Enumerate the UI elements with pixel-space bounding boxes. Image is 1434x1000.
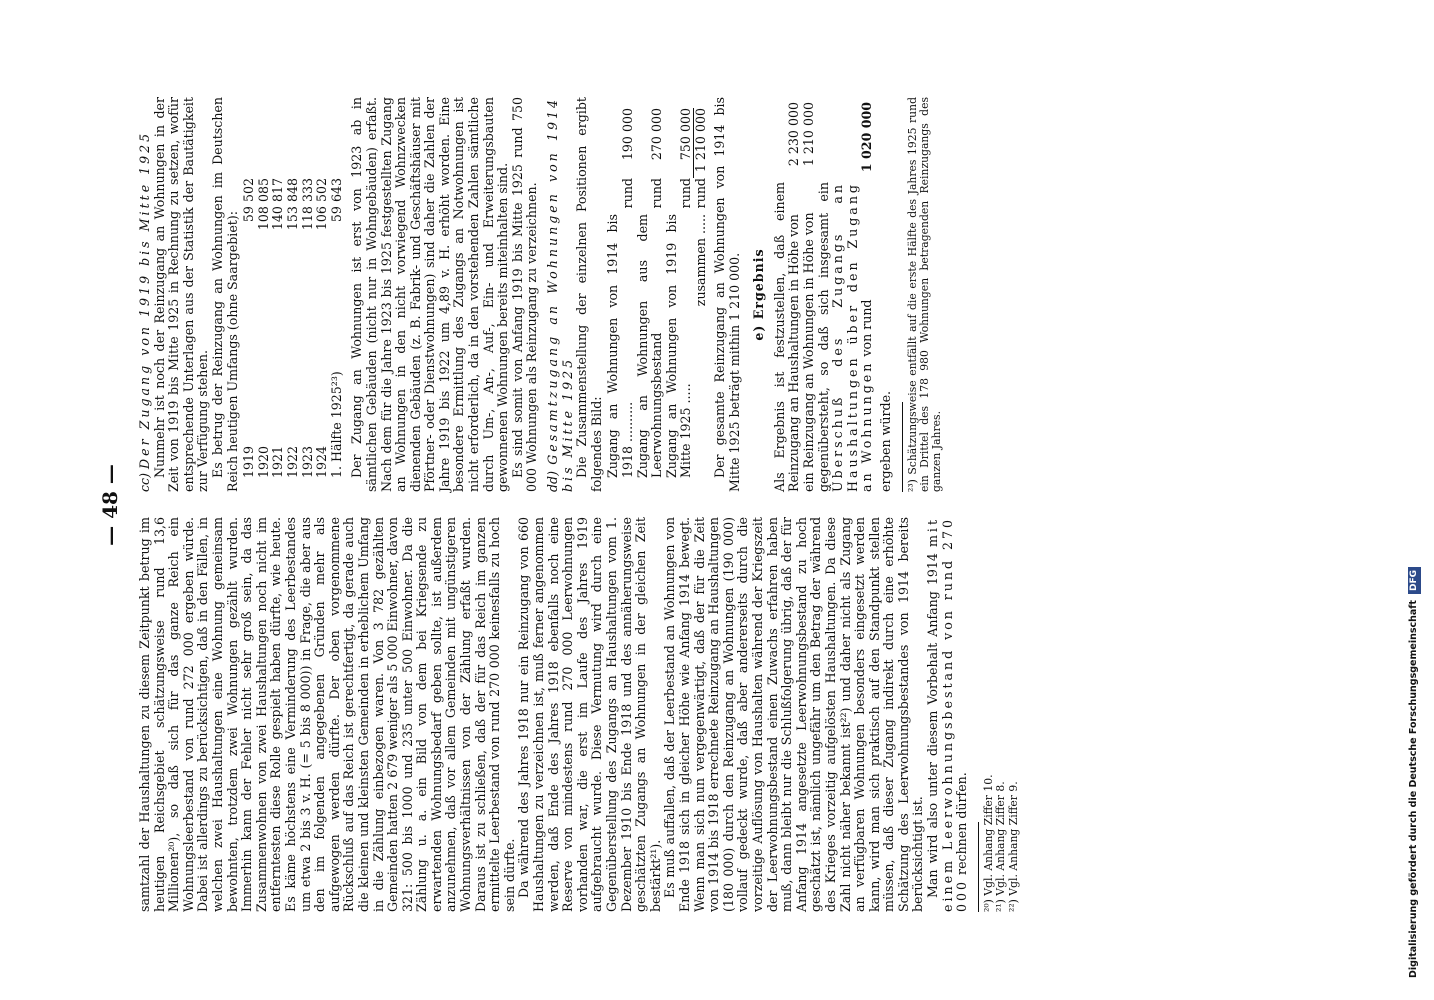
paragraph: Es muß auffallen, daß der Leerbestand an Wohnungen von Ende 1918 sich in gleicher Höhe wie Anfang 1914 bewegt. Wenn man sich nun vergegenwärtigt, daß der für die Zeit von 1914 bis 1918 errechnete Reinzugang an Haushaltungen (180 000) durch den Reinzugang an Wohnungen (190 000) vollauf gedeckt wurde, daß aber andererseits durch die vorzeitige Auflösung von Haushalten während der Kriegszeit der Leerwohnungsbestand einen Zuwachs erfahren haben muß, dann bleibt nur die Schlußfolgerung übrig, daß der für Anfang 1914 angesetzte Leerwohnungsbestand zu hoch geschätzt ist, nämlich ungefähr um den Betrag der während des Krieges vorzeitig aufgelösten Haushaltungen. Da diese Zahl nicht näher bekannt ist²²) und daher nicht als Zugang an verfügbaren Wohnungen besonders eingesetzt werden kann, wird man sich praktisch auf den Standpunkt stellen müssen, daß dieser Zugang indirekt durch eine erhöhte Schätzung des Leerwohnungsbestandes von 1914 bereits berücksichtigt ist. — [662, 517, 926, 912]
result-table — [773, 102, 875, 492]
table-row — [242, 178, 257, 478]
row-value: 1 210 000 — [801, 102, 817, 167]
year-label: 1924 — [314, 445, 330, 478]
paragraph: ergeben würde. — [878, 390, 893, 492]
page-number: — 48 — — [98, 464, 122, 546]
rund-label: rund — [649, 178, 665, 209]
section-title: Gesamtzugang an Wohnungen von 1914 bis Mitte 1925 — [545, 97, 575, 492]
table-row — [817, 102, 875, 492]
year-label: 1922 — [284, 445, 300, 478]
year-label: 1920 — [255, 445, 271, 478]
row-label: Zugang an Wohnungen aus dem Leerwohnungsbestand — [634, 214, 665, 478]
paragraph: Der gesamte Reinzugang an Wohnungen von 1914 bis Mitte 1925 beträgt mithin 1 210 000. — [712, 97, 742, 492]
row-label: Als Ergebnis ist festzustellen, daß einem Reinzugang an Haushaltungen in Höhe von — [771, 182, 802, 492]
section-title: Der Zugang von 1919 bis Mitte 1925 — [137, 130, 152, 469]
side-credit — [1404, 18, 1424, 978]
section-heading-dd — [546, 97, 575, 492]
scanned-page — [90, 90, 1300, 920]
row-label: Zugang an Wohnungen von 1919 bis Mitte 1925 ..... — [663, 214, 694, 478]
rund-label: rund — [620, 178, 635, 209]
yearly-table — [242, 178, 344, 478]
rotated-page-content — [90, 90, 1300, 920]
footnote: ²¹) Vgl. Anhang Ziffer 8. — [994, 781, 1008, 912]
year-value: 59 643 — [328, 178, 344, 223]
footnote: ²⁰) Vgl. Anhang Ziffer 10. — [981, 774, 995, 912]
dfg-logo: DFG — [1408, 567, 1421, 594]
table-row — [271, 178, 286, 478]
paragraph: Die Zusammenstellung der einzelnen Positionen ergibt folgendes Bild: — [574, 97, 604, 492]
section-heading-cc — [138, 97, 153, 492]
table-row — [257, 178, 272, 478]
paragraph — [926, 517, 970, 912]
row-value: 1 020 000 — [859, 102, 875, 173]
spaced-emphasis: Überschuß des Zugangs an Haushaltungen über den Zugang an Wohnungen — [830, 182, 875, 492]
footnote-divider — [902, 402, 903, 492]
year-value: 59 502 — [241, 178, 257, 223]
paragraph: Nunmehr ist noch der Reinzugang an Wohnungen in der Zeit von 1919 bis Mitte 1925 in Rechnung zu setzen, wofür entsprechende Unterlagen aus der Statistik der Bautätigkeit zur Verfügung stehen. — [151, 97, 211, 492]
section-label: dd) — [545, 470, 561, 492]
table-row — [606, 108, 635, 478]
year-label: 1921 — [270, 445, 286, 478]
year-label: 1919 — [241, 445, 257, 478]
table-row — [286, 178, 301, 478]
year-value: 108 085 — [255, 178, 271, 231]
row-value: 2 230 000 — [786, 102, 802, 167]
table-row — [694, 108, 709, 478]
section-label: cc) — [137, 472, 152, 492]
left-column — [138, 517, 1020, 912]
year-label: 1923 — [299, 445, 315, 478]
text-run: gegenübersteht, so daß sich insgesamt ein — [815, 182, 831, 492]
footnote: ²²) Vgl. Anhang Ziffer 9. — [1006, 781, 1020, 912]
text-run: rechnen dürfen. — [954, 772, 970, 879]
row-label — [817, 182, 875, 492]
year-value: 153 848 — [284, 178, 300, 231]
right-column — [138, 97, 944, 492]
credit-text: Digitalisierung gefördert durch die Deutsche Forschungsgemeinschaft — [1408, 600, 1419, 978]
row-label: zusammen ..... — [693, 214, 709, 307]
paragraph: samtzahl der Haushaltungen zu diesem Zeitpunkt betrug im heutigen Reichsgebiet schätzungsweise rund 13,6 Millionen²⁰), so daß sich für das ganze Reich ein Wohnungsleerbestand von rund 272 000 ergeben würde. Dabei ist allerdings zu berücksichtigen, daß in den Fällen, in welchen zwei Haushaltungen eine Wohnung gemeinsam bewohnten, trotzdem zwei Wohnungen gezählt wurden. Immerhin kann der Fehler nicht sehr groß sein, da das Zusammenwohnen von zwei Haushaltungen noch nicht im entferntesten diese Rolle gespielt haben dürfte, wie heute. Es käme höchstens eine Verminderung des Leerbestandes um etwa 2 bis 3 v. H. (= 5 bis 8 000)) in Frage, die aber aus den im folgenden angegebenen Gründen mehr als aufgewogen werden dürfte. Der oben vorgenommene Rückschluß auf das Reich ist gerechtfertigt, da gerade auch die kleinen und kleinsten Gemeinden in erheblichem Umfang in die Zählung einbezogen waren. Von 3 782 gezählten Gemeinden hatten 2 679 weniger als 5 000 Einwohner, davon 321: 500 bis 1000 und 235 unter 500 Einwohner. Da die Zählung u. a. ein Bild von dem bei Kriegsende zu erwartenden Wohnungsbedarf geben sollte, ist außerdem anzunehmen, daß vor allem Gemeinden mit ungünstigeren Wohnungsverhältnissen von der Zählung erfaßt wurden. Daraus ist zu schließen, daß der für das Reich im ganzen ermittelte Leerbestand von rund 270 000 keinesfalls zu hoch sein dürfte. — [137, 517, 517, 912]
table-row — [315, 178, 330, 478]
rund-label: rund — [693, 178, 709, 209]
row-value: 750 000 — [665, 108, 694, 178]
paragraph: Da während des Jahres 1918 nur ein Reinzugang von 660 Haushaltungen zu verzeichnen ist, muß ferner angenommen werden, daß Ende des Jahres 1918 ebenfalls noch eine Reserve von mindestens rund 270 000 Leerwohnungen vorhanden war, die erst im Laufe des Jahres 1919 aufgebraucht wurde. Diese Vermutung wird durch eine Gegenüberstellung des Zugangs an Haushaltungen vom 1. Dezember 1910 bis Ende 1918 und des annäherungsweise geschätzten Zugangs an Wohnungen in der gleichen Zeit bestärkt²¹). — [516, 517, 663, 912]
year-label: 1. Hälfte 1925²³) — [328, 371, 344, 478]
text-run: von rund — [859, 299, 875, 361]
rund-label: rund — [678, 178, 694, 209]
row-label: Zugang an Wohnungen von 1914 bis 1918 .......... — [605, 214, 635, 478]
spaced-emphasis: mit einem Leerwohnungsbestand von rund 270 000 — [925, 517, 970, 912]
year-value: 140 817 — [270, 178, 286, 231]
table-row — [636, 108, 665, 478]
paragraph: Es sind somit von Anfang 1919 bis Mitte 1925 rund 750 000 Wohnungen als Reinzugang zu verzeichnen. — [509, 97, 540, 492]
year-value: 118 333 — [299, 178, 315, 231]
table-row — [665, 108, 694, 478]
table-row — [773, 102, 802, 492]
text-run: Man wird also unter diesem Vorbehalt Anfang 1914 — [925, 547, 941, 898]
side-credit-text — [1404, 18, 1424, 978]
footnote-divider — [978, 822, 979, 912]
row-value: 1 210 000 — [693, 108, 709, 173]
section-heading-e: e) Ergebnis — [751, 248, 767, 341]
row-label: ein Reinzugang an Wohnungen in Höhe von — [801, 212, 817, 492]
paragraph: Es betrug der Reinzugang an Wohnungen im Deutschen Reich heutigen Umfangs (ohne Saargebiet): — [209, 97, 240, 492]
summary-table — [606, 108, 709, 478]
year-value: 106 502 — [314, 178, 330, 231]
paragraph: Der Zugang an Wohnungen ist erst von 1923 ab in sämtlichen Gebäuden (nicht nur in Wohngebäuden) erfaßt. Nach dem für die Jahre 1923 bis 1925 festgestellten Zugang an Wohnungen in den nicht vorwiegend Wohnzwecken dienenden Gebäuden (z. B. Fabrik- und Geschäftshäuser mit Pförtner- oder Dienstwohnungen) sind daher die Zahlen der Jahre 1919 bis 1922 um 4,89 v. H. erhöht worden. Eine besondere Ermittlung des Zugangs an Notwohnungen ist nicht erforderlich, da in den vorstehenden Zahlen sämtliche durch Um-, An-, Auf-, Ein- und Erweiterungsbauten gewonnenen Wohnungen bereits miteinhalten sind. — [349, 97, 511, 492]
row-value: 270 000 — [649, 108, 665, 161]
row-value: 190 000 — [620, 108, 635, 161]
table-row — [802, 102, 817, 492]
table-row — [301, 178, 316, 478]
footnote: ²³) Schätzungsweise entfällt auf die erste Hälfte des Jahres 1925 rund ein Drittel des 178 980 Wohnungen betragenden Reinzugangs des ganzen Jahres. — [905, 97, 944, 492]
table-row — [330, 178, 345, 478]
